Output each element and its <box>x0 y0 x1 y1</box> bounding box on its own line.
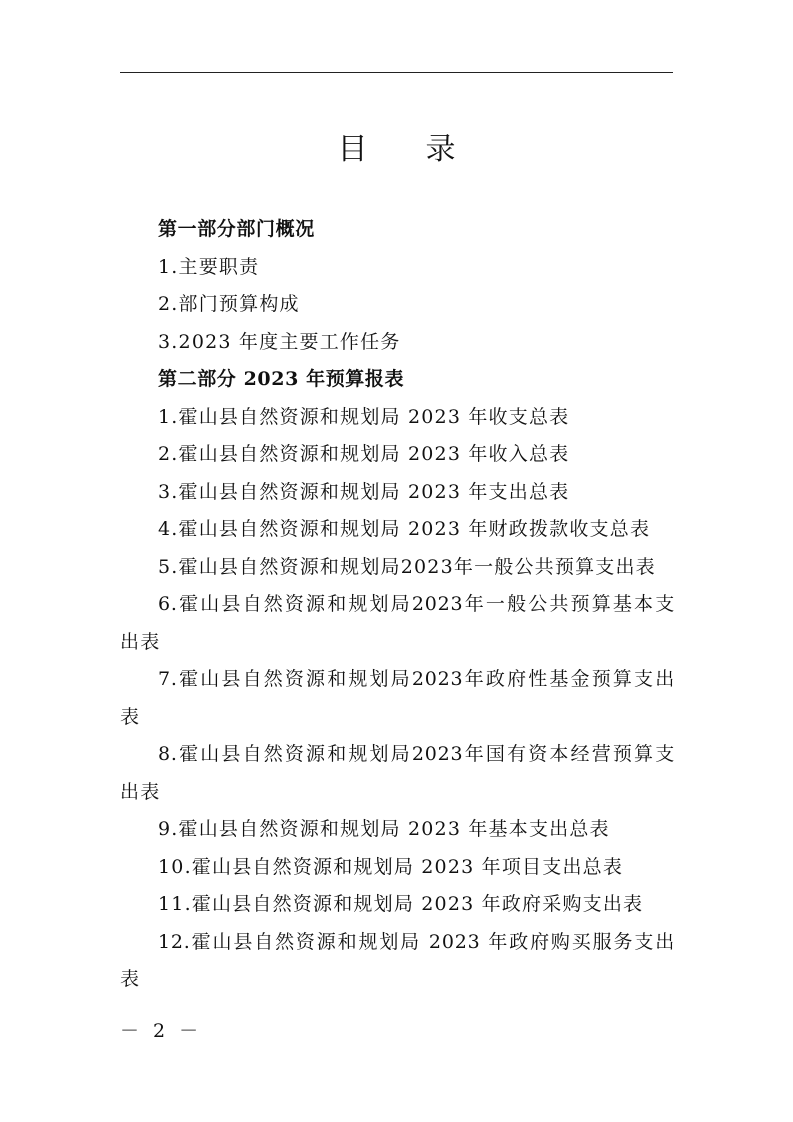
toc-item-continuation: 表 <box>120 968 141 990</box>
toc-item: 2.部门预算构成 <box>158 293 300 315</box>
page-number: － 2 － <box>120 1020 203 1042</box>
toc-item-continuation: 出表 <box>120 780 161 803</box>
toc-item: 3.2023 年度主要工作任务 <box>158 330 401 353</box>
toc-section-heading: 第二部分 2023 年预算报表 <box>158 368 405 390</box>
toc-item: 10.霍山县自然资源和规划局 2023 年项目支出总表 <box>158 855 624 878</box>
toc-item: 12.霍山县自然资源和规划局 2023 年政府购买服务支出 <box>158 930 675 953</box>
page-title: 目录 <box>337 132 514 167</box>
toc-item: 11.霍山县自然资源和规划局 2023 年政府采购支出表 <box>158 893 644 915</box>
toc-item: 4.霍山县自然资源和规划局 2023 年财政拨款收支总表 <box>158 518 651 540</box>
toc-item: 7.霍山县自然资源和规划局2023年政府性基金预算支出 <box>158 668 675 690</box>
toc-item-continuation: 出表 <box>120 630 161 653</box>
toc-item: 1.主要职责 <box>158 255 260 278</box>
toc-item: 5.霍山县自然资源和规划局2023年一般公共预算支出表 <box>158 555 656 578</box>
toc-item: 3.霍山县自然资源和规划局 2023 年支出总表 <box>158 480 570 503</box>
toc-item: 9.霍山县自然资源和规划局 2023 年基本支出总表 <box>158 818 610 840</box>
toc-item: 2.霍山县自然资源和规划局 2023 年收入总表 <box>158 443 570 465</box>
header-rule <box>120 72 673 73</box>
toc-item-continuation: 表 <box>120 705 141 728</box>
table-of-contents <box>120 211 675 999</box>
toc-item: 6.霍山县自然资源和规划局2023年一般公共预算基本支 <box>158 593 675 615</box>
toc-section-heading: 第一部分部门概况 <box>158 218 315 240</box>
toc-item: 1.霍山县自然资源和规划局 2023 年收支总表 <box>158 405 570 428</box>
toc-item: 8.霍山县自然资源和规划局2023年国有资本经营预算支 <box>158 743 675 765</box>
